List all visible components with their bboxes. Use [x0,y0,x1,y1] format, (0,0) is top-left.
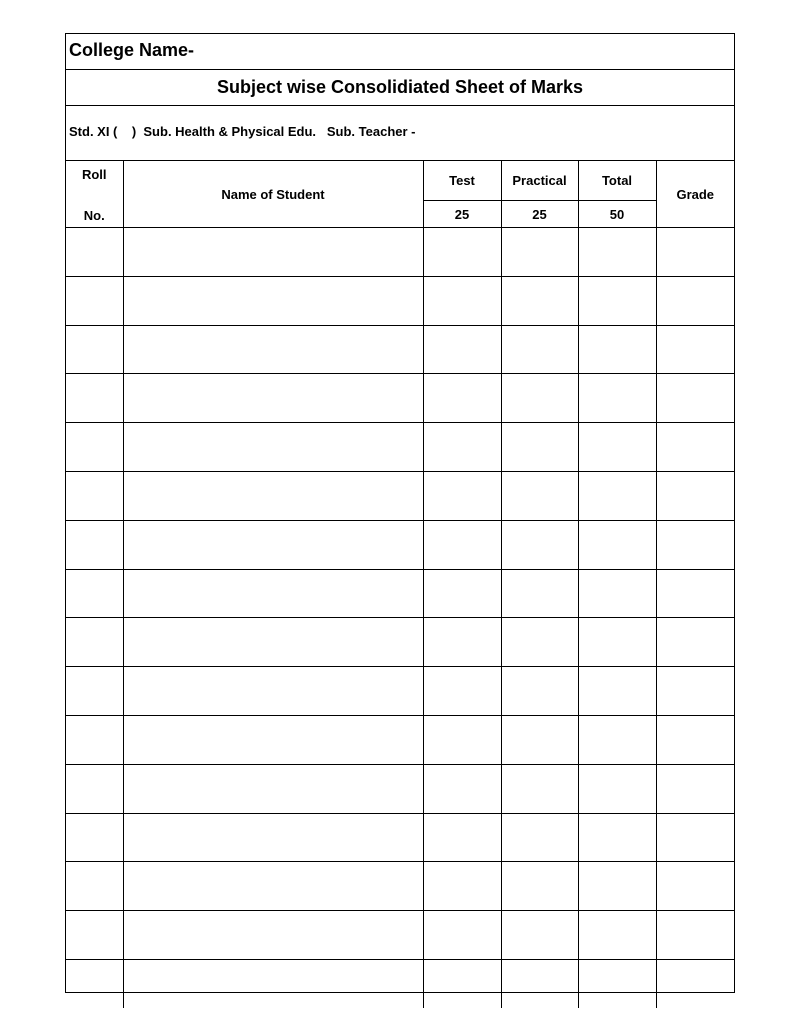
grade-cell[interactable] [656,325,734,374]
total-marks-cell[interactable] [578,813,656,862]
grade-cell[interactable] [656,959,734,1007]
roll-no-cell[interactable] [66,813,123,862]
student-name-cell[interactable] [123,423,423,472]
test-marks-cell[interactable] [423,276,501,325]
table-row [66,618,734,667]
table-row [66,325,734,374]
table-row [66,276,734,325]
marks-sheet [65,33,735,993]
college-name-label: College Name- [69,40,195,60]
practical-marks-cell[interactable] [501,715,578,764]
total-marks-cell[interactable] [578,959,656,1007]
grade-cell[interactable] [656,276,734,325]
test-marks-cell[interactable] [423,374,501,423]
total-marks-cell[interactable] [578,715,656,764]
total-marks-cell[interactable] [578,520,656,569]
grade-cell[interactable] [656,715,734,764]
practical-marks-cell[interactable] [501,569,578,618]
student-name-cell[interactable] [123,325,423,374]
practical-marks-cell[interactable] [501,911,578,960]
info-row [66,106,734,161]
total-marks-cell[interactable] [578,228,656,277]
student-name-cell[interactable] [123,374,423,423]
grade-cell[interactable] [656,471,734,520]
table-row [66,911,734,960]
total-marks-cell[interactable] [578,471,656,520]
total-marks-cell[interactable] [578,423,656,472]
roll-no-cell[interactable] [66,520,123,569]
roll-no-cell[interactable] [66,911,123,960]
practical-marks-cell[interactable] [501,862,578,911]
table-row [66,764,734,813]
roll-no-cell[interactable] [66,715,123,764]
student-name-cell[interactable] [123,618,423,667]
roll-no-cell[interactable] [66,667,123,716]
table-row [66,423,734,472]
table-row [66,813,734,862]
test-marks-cell[interactable] [423,423,501,472]
practical-marks-cell[interactable] [501,325,578,374]
practical-marks-cell[interactable] [501,228,578,277]
test-marks-cell[interactable] [423,618,501,667]
total-marks-cell[interactable] [578,276,656,325]
practical-marks-cell[interactable] [501,764,578,813]
roll-no-cell[interactable] [66,471,123,520]
practical-marks-cell[interactable] [501,374,578,423]
total-marks-cell[interactable] [578,862,656,911]
grade-cell[interactable] [656,618,734,667]
practical-marks-cell[interactable] [501,471,578,520]
test-marks-cell[interactable] [423,911,501,960]
marks-table-body [66,228,734,1008]
practical-marks-cell[interactable] [501,667,578,716]
roll-header-top: Roll [81,167,107,182]
test-marks-cell[interactable] [423,959,501,1007]
test-marks-cell[interactable] [423,520,501,569]
test-marks-cell[interactable] [423,764,501,813]
roll-no-cell[interactable] [66,618,123,667]
student-name-cell[interactable] [123,228,423,277]
total-marks-cell[interactable] [578,764,656,813]
student-name-cell[interactable] [123,667,423,716]
total-max-marks: 50 [578,201,656,228]
roll-no-cell[interactable] [66,423,123,472]
header-row [66,161,734,201]
roll-no-cell[interactable] [66,959,123,1007]
grade-cell[interactable] [656,374,734,423]
student-name-cell[interactable] [123,813,423,862]
grade-header: Grade [656,161,734,228]
table-row [66,667,734,716]
practical-header: Practical [501,161,578,201]
practical-marks-cell[interactable] [501,276,578,325]
student-name-cell[interactable] [123,276,423,325]
college-name-row [66,34,734,70]
total-marks-cell[interactable] [578,325,656,374]
test-max-marks: 25 [423,201,501,228]
student-name-cell[interactable] [123,862,423,911]
grade-cell[interactable] [656,911,734,960]
grade-cell[interactable] [656,569,734,618]
roll-no-cell[interactable] [66,276,123,325]
grade-cell[interactable] [656,520,734,569]
grade-cell[interactable] [656,813,734,862]
practical-marks-cell[interactable] [501,520,578,569]
test-header: Test [423,161,501,201]
total-header: Total [578,161,656,201]
title-row [66,70,734,106]
total-marks-cell[interactable] [578,569,656,618]
table-row [66,374,734,423]
grade-cell[interactable] [656,423,734,472]
roll-no-cell[interactable] [66,862,123,911]
student-name-cell[interactable] [123,715,423,764]
roll-no-cell[interactable] [66,374,123,423]
class-subject-teacher-info: Std. XI ( ) Sub. Health & Physical Edu. Sub. Teacher - [69,124,416,139]
grade-cell[interactable] [656,228,734,277]
test-marks-cell[interactable] [423,228,501,277]
table-row [66,228,734,277]
roll-no-cell[interactable] [66,569,123,618]
table-row [66,471,734,520]
marks-table [66,161,734,1008]
roll-no-cell[interactable] [66,764,123,813]
roll-no-cell[interactable] [66,228,123,277]
test-marks-cell[interactable] [423,569,501,618]
practical-marks-cell[interactable] [501,423,578,472]
sheet-title: Subject wise Consolidiated Sheet of Marks [216,77,584,97]
test-marks-cell[interactable] [423,862,501,911]
total-marks-cell[interactable] [578,374,656,423]
test-marks-cell[interactable] [423,667,501,716]
practical-max-marks: 25 [501,201,578,228]
table-row [66,520,734,569]
table-row [66,862,734,911]
grade-cell[interactable] [656,667,734,716]
roll-header-bottom: No. [83,208,105,223]
table-row [66,959,734,1007]
student-name-cell[interactable] [123,764,423,813]
test-marks-cell[interactable] [423,325,501,374]
practical-marks-cell[interactable] [501,618,578,667]
total-marks-cell[interactable] [578,618,656,667]
table-row [66,569,734,618]
student-name-cell[interactable] [123,569,423,618]
student-name-cell[interactable] [123,471,423,520]
practical-marks-cell[interactable] [501,813,578,862]
total-marks-cell[interactable] [578,911,656,960]
test-marks-cell[interactable] [423,813,501,862]
total-marks-cell[interactable] [578,667,656,716]
student-name-cell[interactable] [123,520,423,569]
roll-no-header [66,161,123,228]
roll-no-cell[interactable] [66,325,123,374]
student-name-cell[interactable] [123,911,423,960]
practical-marks-cell[interactable] [501,959,578,1007]
test-marks-cell[interactable] [423,715,501,764]
grade-cell[interactable] [656,764,734,813]
student-name-cell[interactable] [123,959,423,1007]
test-marks-cell[interactable] [423,471,501,520]
grade-cell[interactable] [656,862,734,911]
table-row [66,715,734,764]
student-name-header: Name of Student [123,161,423,228]
